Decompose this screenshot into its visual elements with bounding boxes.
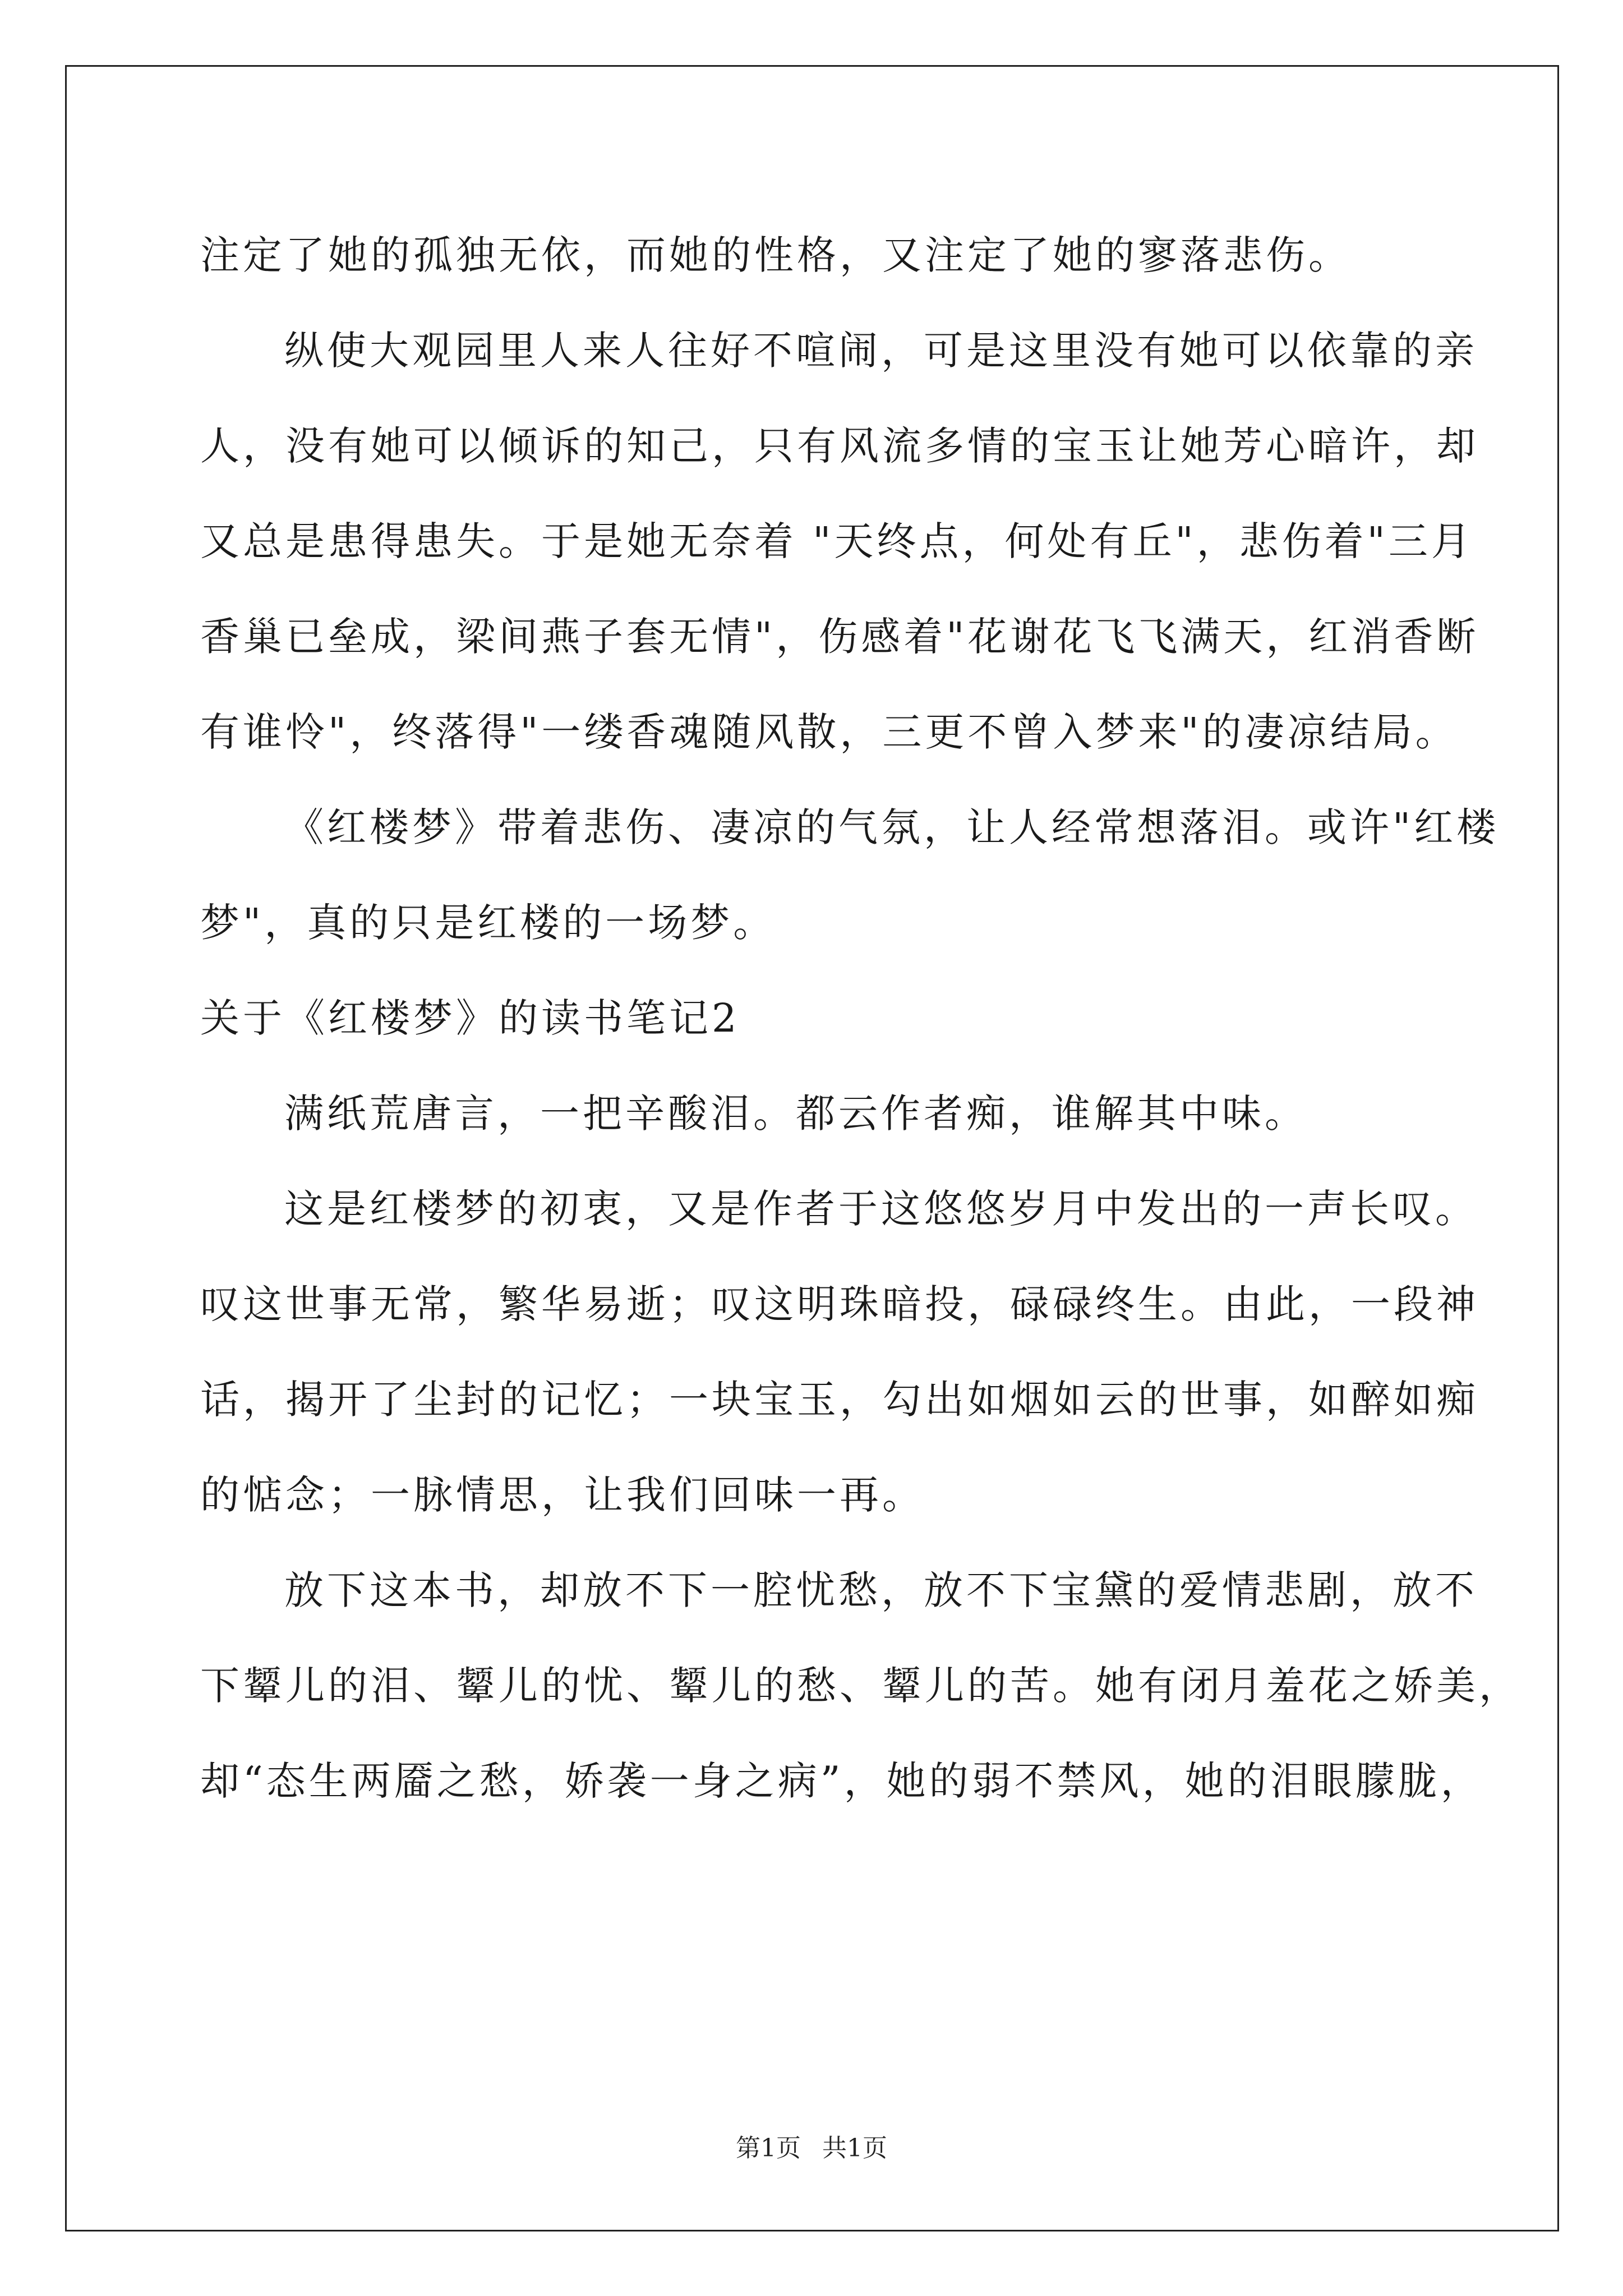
text-line: 梦"，真的只是红楼的一场梦。 bbox=[200, 900, 776, 946]
text-line: 注定了她的孤独无依，而她的性格，又注定了她的寥落悲伤。 bbox=[200, 232, 1351, 278]
text-line: 下颦儿的泪、颦儿的忧、颦儿的愁、颦儿的苦。她有闭月羞花之娇美， bbox=[200, 1663, 1521, 1709]
text-line: 又总是患得患失。于是她无奈着 "天终点，何处有丘"，悲伤着"三月 bbox=[200, 518, 1474, 564]
paragraph-start-line: 纵使大观园里人来人往好不喧闹，可是这里没有她可以依靠的亲 bbox=[284, 328, 1478, 374]
text-line: 话，揭开了尘封的记忆；一块宝玉，勾出如烟如云的世事，如醉如痴 bbox=[200, 1377, 1479, 1423]
page-total: 共1页 bbox=[822, 2134, 887, 2162]
text-line: 却“态生两靥之愁，娇袭一身之病”，她的弱不禁风，她的泪眼朦胧， bbox=[200, 1758, 1483, 1804]
text-line: 有谁怜"，终落得"一缕香魂随风散，三更不曾入梦来"的凄凉结局。 bbox=[200, 709, 1458, 755]
text-line: 叹这世事无常，繁华易逝；叹这明珠暗投，碌碌终生。由此，一段神 bbox=[200, 1281, 1479, 1327]
page-footer bbox=[0, 2132, 1623, 2165]
text-line: 香巢已垒成，梁间燕子套无情"，伤感着"花谢花飞飞满天，红消香断 bbox=[200, 614, 1479, 660]
paragraph-start-line: 放下这本书，却放不下一腔忧愁，放不下宝黛的爱情悲剧，放不 bbox=[284, 1567, 1478, 1613]
text-line: 的惦念；一脉情思，让我们回味一再。 bbox=[200, 1472, 925, 1518]
paragraph-start-line: 《红楼梦》带着悲伤、凄凉的气氛，让人经常想落泪。或许"红楼 bbox=[284, 804, 1500, 850]
paragraph-start-line: 满纸荒唐言，一把辛酸泪。都云作者痴，谁解其中味。 bbox=[284, 1091, 1307, 1137]
section-heading: 关于《红楼梦》的读书笔记2 bbox=[200, 995, 740, 1041]
text-line: 人，没有她可以倾诉的知己，只有风流多情的宝玉让她芳心暗许，却 bbox=[200, 423, 1479, 469]
document-body bbox=[200, 208, 1521, 1829]
paragraph-start-line: 这是红楼梦的初衷，又是作者于这悠悠岁月中发出的一声长叹。 bbox=[284, 1186, 1478, 1232]
page-number: 第1页 bbox=[736, 2134, 801, 2162]
